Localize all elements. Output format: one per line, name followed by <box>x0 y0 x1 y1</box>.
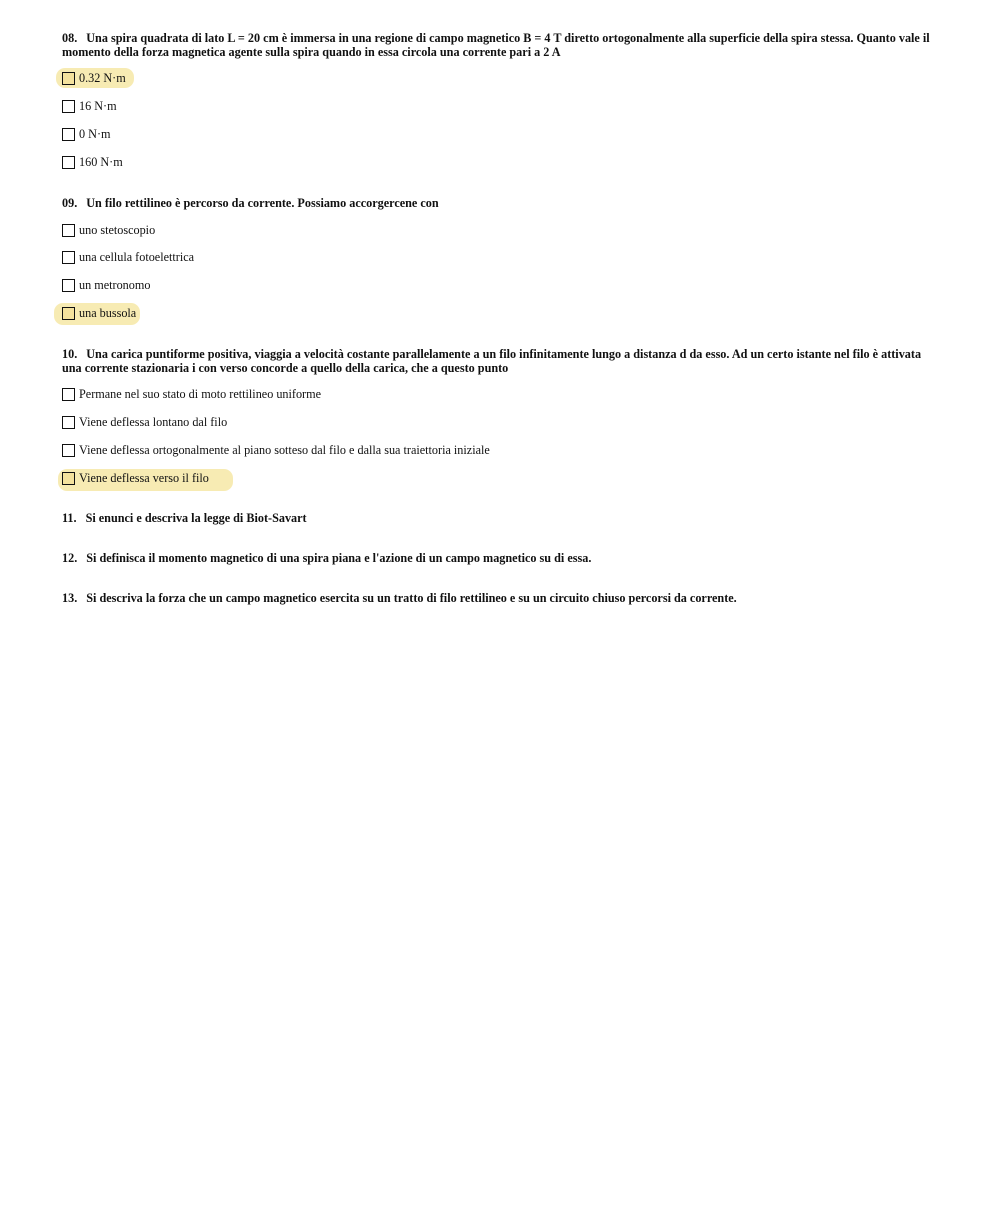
checkbox[interactable] <box>62 472 75 485</box>
question-number: 13. <box>62 591 78 605</box>
question-prompt: Un filo rettilineo è percorso da corrente. Possiamo accorgercene con <box>86 196 439 210</box>
checkbox[interactable] <box>62 128 75 141</box>
option-label: 0.32 N·m <box>79 70 126 85</box>
checkbox[interactable] <box>62 224 75 237</box>
question-number: 11. <box>62 511 77 525</box>
checkbox[interactable] <box>62 156 75 169</box>
checkbox[interactable] <box>62 444 75 457</box>
checkbox[interactable] <box>62 100 75 113</box>
question-12 <box>62 552 938 566</box>
question-number: 09. <box>62 196 78 210</box>
option-label: 16 N·m <box>79 98 117 113</box>
question-number: 12. <box>62 551 78 565</box>
checkbox[interactable] <box>62 279 75 292</box>
question-11 <box>62 512 938 526</box>
checkbox[interactable] <box>62 388 75 401</box>
question-09-text <box>62 197 938 211</box>
question-08-text <box>62 32 938 59</box>
option-08-b[interactable] <box>62 97 117 115</box>
option-label: un metronomo <box>79 277 151 292</box>
question-09 <box>62 197 938 211</box>
option-09-b[interactable] <box>62 248 194 266</box>
question-prompt: Si definisca il momento magnetico di una spira piana e l'azione di un campo magnetico su di essa. <box>86 551 592 565</box>
question-number: 08. <box>62 31 78 45</box>
option-10-b[interactable] <box>62 413 227 431</box>
option-label: Viene deflessa verso il filo <box>79 470 209 485</box>
option-09-a[interactable] <box>62 221 155 239</box>
option-label: 160 N·m <box>79 154 123 169</box>
option-08-c[interactable] <box>62 125 110 143</box>
question-08 <box>62 32 938 59</box>
option-label: Permane nel suo stato di moto rettilineo uniforme <box>79 386 322 401</box>
option-08-d[interactable] <box>62 153 123 171</box>
option-10-d[interactable] <box>62 469 209 487</box>
question-prompt: Una spira quadrata di lato L = 20 cm è immersa in una regione di campo magnetico B = 4 T diretto ortogonalmente alla superficie della spira stessa. Quanto vale il momento della forza magnetica agente sulla spira quando in essa circola una corrente pari a 2 A <box>62 31 930 59</box>
checkbox[interactable] <box>62 416 75 429</box>
checkbox[interactable] <box>62 307 75 320</box>
option-10-a[interactable] <box>62 385 321 403</box>
option-label: Viene deflessa ortogonalmente al piano sotteso dal filo e dalla sua traiettoria iniziale <box>79 442 490 457</box>
question-13-text <box>62 592 938 606</box>
question-prompt: Una carica puntiforme positiva, viaggia a velocità costante parallelamente a un filo infinitamente lungo a distanza d da esso. Ad un certo istante nel filo è attivata una corrente stazionaria i con verso concorde a quello della carica, che a questo punto <box>62 347 922 375</box>
option-10-c[interactable] <box>62 441 490 459</box>
question-12-text <box>62 552 938 566</box>
question-prompt: Si descriva la forza che un campo magnetico esercita su un tratto di filo rettilineo e su un circuito chiuso percorsi da corrente. <box>86 591 737 605</box>
option-08-a[interactable] <box>62 69 126 87</box>
option-label: una cellula fotoelettrica <box>79 249 195 264</box>
checkbox[interactable] <box>62 72 75 85</box>
option-label: uno stetoscopio <box>79 222 156 237</box>
question-10-text <box>62 348 938 375</box>
option-label: 0 N·m <box>79 126 111 141</box>
option-09-c[interactable] <box>62 276 150 294</box>
option-label: una bussola <box>79 305 137 320</box>
question-11-text <box>62 512 938 526</box>
option-09-d[interactable] <box>62 304 136 322</box>
question-prompt: Si enunci e descriva la legge di Biot-Savart <box>85 511 307 525</box>
question-number: 10. <box>62 347 78 361</box>
question-13 <box>62 592 938 606</box>
checkbox[interactable] <box>62 251 75 264</box>
option-label: Viene deflessa lontano dal filo <box>79 414 228 429</box>
question-10 <box>62 348 938 375</box>
